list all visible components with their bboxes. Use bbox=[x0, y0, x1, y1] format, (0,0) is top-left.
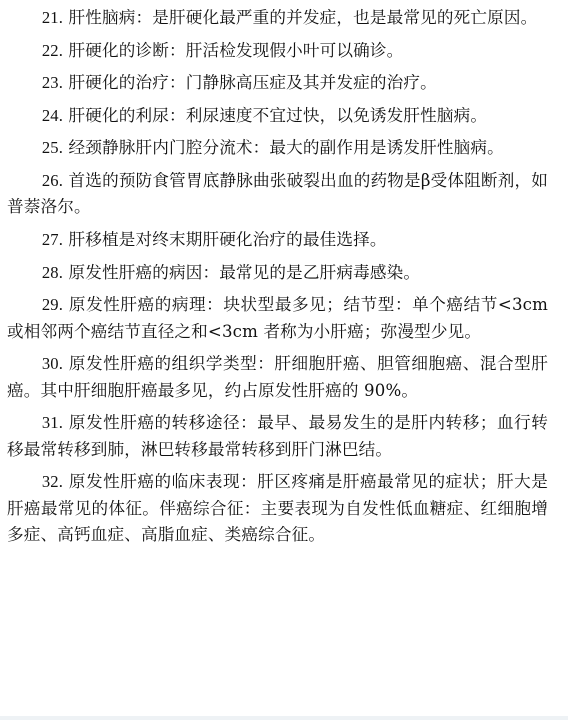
list-item-23 bbox=[7, 70, 548, 96]
item-number: 24. bbox=[41, 105, 64, 125]
item-number: 29. bbox=[41, 295, 64, 315]
item-number: 22. bbox=[41, 40, 64, 60]
list-item-30 bbox=[7, 351, 548, 404]
item-text: 肝硬化的治疗：门静脉高压症及其并发症的治疗。 bbox=[68, 73, 437, 93]
list-item-29 bbox=[7, 292, 548, 345]
item-text: 肝硬化的诊断：肝活检发现假小叶可以确诊。 bbox=[68, 40, 404, 60]
list-item-21 bbox=[7, 5, 548, 31]
item-text: 肝性脑病：是肝硬化最严重的并发症，也是最常见的死亡原因。 bbox=[68, 8, 538, 27]
list-item-25 bbox=[7, 135, 548, 161]
item-text: 原发性肝癌的转移途径：最早、最易发生的是肝内转移；血行转移最常转移到肺，淋巴转移最常转移到肝门淋巴结。 bbox=[7, 413, 548, 459]
page-bottom-edge bbox=[0, 716, 568, 720]
list-item-32 bbox=[7, 469, 548, 548]
list-item-26 bbox=[7, 168, 548, 221]
item-text: 原发性肝癌的病理：块状型最多见；结节型：单个癌结节<3cm 或相邻两个癌结节直径之和<3cm 者称为小肝癌；弥漫型少见。 bbox=[7, 295, 548, 341]
item-number: 26. bbox=[41, 170, 64, 190]
list-item-28 bbox=[7, 260, 548, 286]
item-number: 25. bbox=[41, 138, 64, 158]
list-item-22 bbox=[7, 38, 548, 64]
item-number: 23. bbox=[41, 73, 64, 93]
item-number: 27. bbox=[41, 229, 64, 249]
item-text: 首选的预防食管胃底静脉曲张破裂出血的药物是β受体阻断剂，如普萘洛尔。 bbox=[7, 170, 548, 217]
item-number: 28. bbox=[41, 262, 64, 282]
list-item-27 bbox=[7, 227, 548, 253]
item-number: 21. bbox=[41, 8, 64, 27]
item-number: 31. bbox=[41, 413, 64, 433]
item-text: 肝移植是对终末期肝硬化治疗的最佳选择。 bbox=[68, 229, 387, 249]
item-text: 经颈静脉肝内门腔分流术：最大的副作用是诱发肝性脑病。 bbox=[68, 138, 504, 158]
item-text: 原发性肝癌的组织学类型：肝细胞肝癌、胆管细胞癌、混合型肝癌。其中肝细胞肝癌最多见，约占原发性肝癌的 90%。 bbox=[7, 354, 548, 400]
item-number: 30. bbox=[41, 354, 64, 374]
item-text: 原发性肝癌的临床表现：肝区疼痛是肝癌最常见的症状；肝大是肝癌最常见的体征。伴癌综合征：主要表现为自发性低血糖症、红细胞增多症、高钙血症、高脂血症、类癌综合征。 bbox=[7, 472, 548, 544]
list-item-24 bbox=[7, 103, 548, 129]
item-text: 肝硬化的利尿：利尿速度不宜过快，以免诱发肝性脑病。 bbox=[68, 105, 488, 125]
item-text: 原发性肝癌的病因：最常见的是乙肝病毒感染。 bbox=[68, 262, 421, 282]
list-item-31 bbox=[7, 410, 548, 463]
item-number: 32. bbox=[41, 472, 64, 492]
